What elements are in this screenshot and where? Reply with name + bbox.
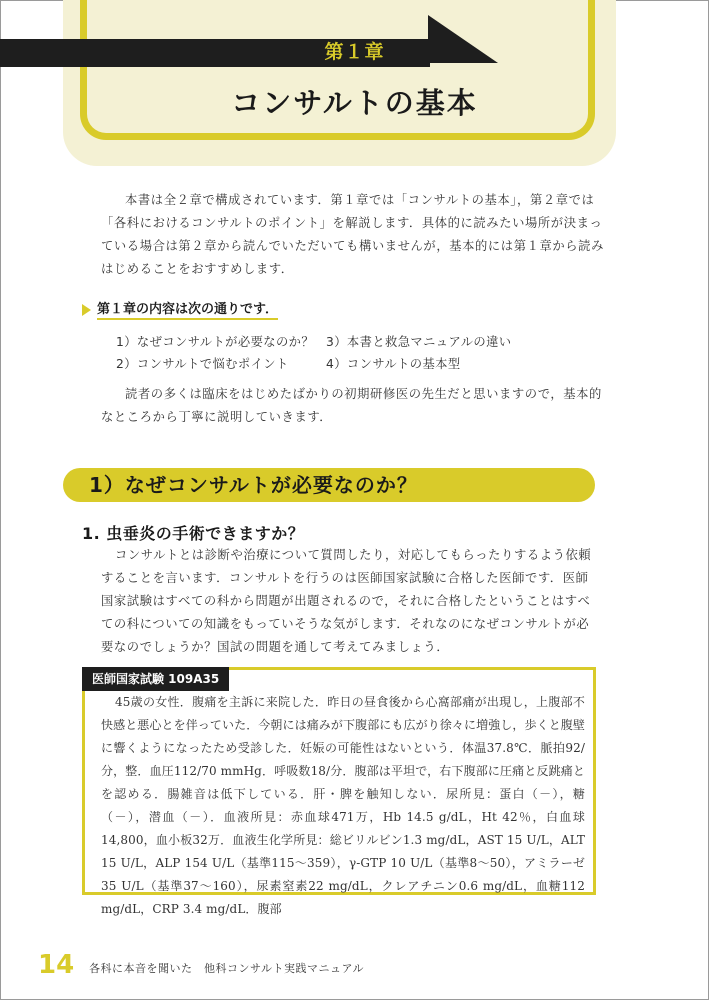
section-title: 1）なぜコンサルトが必要なのか？ (89, 473, 418, 497)
subsection-heading: 1. 虫垂炎の手術できますか？ (82, 524, 305, 543)
chapter-label: 第１章 (324, 41, 385, 63)
contents-item-3: 3）本書と救急マニュアルの違い (326, 335, 512, 349)
contents-item-2: 2）コンサルトで悩むポイント (116, 357, 289, 371)
intro-paragraph-2: 読者の多くは臨床をはじめたばかりの初期研修医の先生だと思いますので，基本的なところから丁寧に説明していきます． (101, 387, 602, 424)
intro-paragraph: 本書は全２章で構成されています．第１章では「コンサルトの基本」，第２章では「各科におけるコンサルトのポイント」を解説します．具体的に読みたい場所が決まっている場合は第２章から読んでいただいても構いませんが，基本的には第１章から読みはじめることをおすすめします． (101, 193, 604, 276)
section-paragraph: コンサルトとは診断や治療について質問したり，対応してもらったりするよう依頼することを言います．コンサルトを行うのは医師国家試験に合格した医師です．医師国家試験はすべての科から問題が出題されるので，それに合格したということはすべての科についての知識をもっていそうな気がします．それなのになぜコンサルトが必要なのでしょうか？国試の問題を通して考えてみましょう． (101, 548, 592, 654)
contents-item-1: 1）なぜコンサルトが必要なのか？ (116, 335, 315, 349)
page-number: 14 (38, 950, 75, 980)
contents-heading (82, 298, 278, 317)
chapter-title: コンサルトの基本 (231, 86, 478, 120)
contents-heading-text: 第１章の内容は次の通りです． (97, 302, 278, 320)
contents-item-4: 4）コンサルトの基本型 (326, 357, 461, 371)
exam-tag: 医師国家試験 109A35 (82, 667, 229, 691)
triangle-bullet-icon (82, 304, 91, 316)
running-footer: 各科に本音を聞いた 他科コンサルト実践マニュアル (89, 962, 365, 975)
exam-question-text: 45歳の女性．腹痛を主訴に来院した．昨日の昼食後から心窩部痛が出現し，上腹部不快感と悪心とを伴っていた．今朝には痛みが下腹部にも広がり徐々に増強し，歩くと腹壁に響くようになったため受診した．妊娠の可能性はないという．体温37.8℃．脈拍92/分，整．血圧112/70 mmHg．呼吸数18/分．腹部は平坦で，右下腹部に圧痛と反跳痛とを認める．腸雑音は低下している．肝・脾を触知しない．尿所見：蛋白（－），糖（－），潜血（－）．血液所見：赤血球471万，Hb 14.5 g/dL，Ht 42％，白血球14,800，血小板32万．血液生化学所見：総ビリルビン1.3 mg/dL，AST 15 U/L，ALT 15 U/L，ALP 154 U/L（基準115～359），γ-GTP 10 U/L（基準8～50），アミラーゼ35 U/L（基準37～160），尿素窒素22 mg/dL，クレアチニン0.6 mg/dL，血糖112 mg/dL，CRP 3.4 mg/dL．腹部 (101, 695, 586, 916)
